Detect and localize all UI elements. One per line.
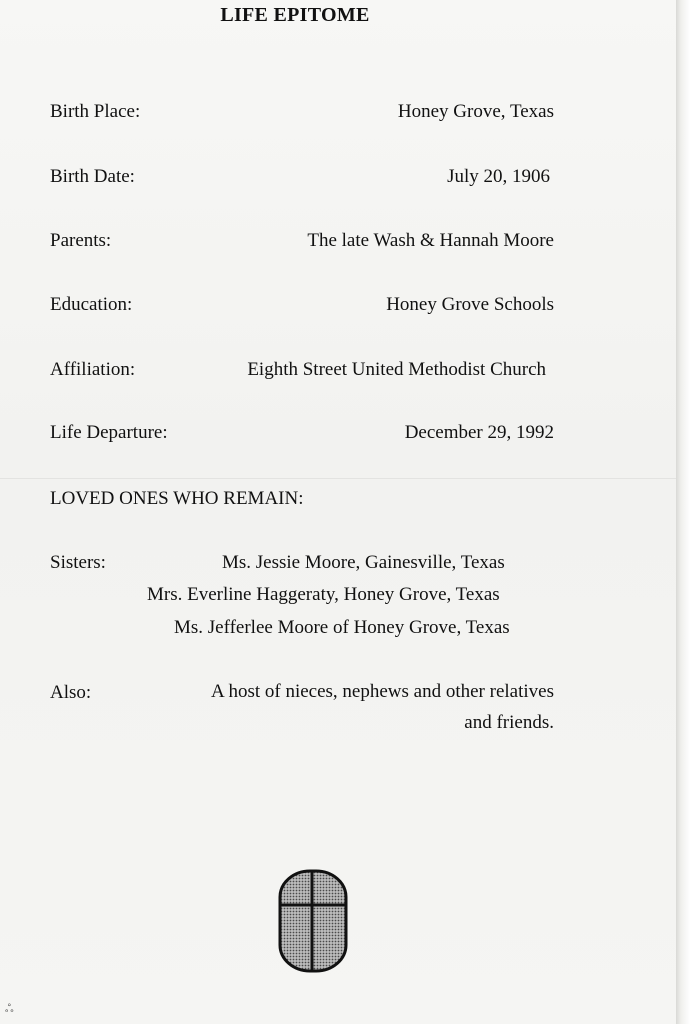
- detail-value: The late Wash & Hannah Moore: [307, 230, 554, 251]
- detail-value: Honey Grove, Texas: [397, 101, 554, 122]
- sister-line: Ms. Jefferlee Moore of Honey Grove, Texas: [174, 617, 510, 638]
- detail-value: Eighth Street United Methodist Church: [247, 359, 546, 380]
- sisters-label: Sisters:: [50, 552, 106, 573]
- paper-fold: [0, 478, 676, 479]
- detail-label: Education:: [50, 294, 133, 315]
- detail-value: Honey Grove Schools: [386, 294, 554, 315]
- detail-label: Parents:: [50, 230, 112, 251]
- also-line: A host of nieces, nephews and other relatives: [211, 681, 554, 702]
- cross-emblem-icon: [277, 868, 349, 974]
- detail-label: Birth Place:: [50, 101, 141, 122]
- also-line: and friends.: [464, 712, 554, 733]
- detail-label: Birth Date:: [50, 166, 135, 187]
- sister-line: Mrs. Everline Haggeraty, Honey Grove, Texas: [147, 584, 500, 605]
- detail-value: December 29, 1992: [404, 422, 554, 443]
- sister-line: Ms. Jessie Moore, Gainesville, Texas: [222, 552, 505, 573]
- paper-edge: [676, 0, 690, 1024]
- page-title: LIFE EPITOME: [220, 4, 370, 26]
- detail-label: Life Departure:: [50, 422, 168, 443]
- also-label: Also:: [50, 682, 92, 703]
- corner-mark: ஃ: [5, 1003, 14, 1015]
- detail-value: July 20, 1906: [447, 166, 550, 187]
- detail-label: Affiliation:: [50, 359, 136, 380]
- section-heading: LOVED ONES WHO REMAIN:: [50, 488, 304, 509]
